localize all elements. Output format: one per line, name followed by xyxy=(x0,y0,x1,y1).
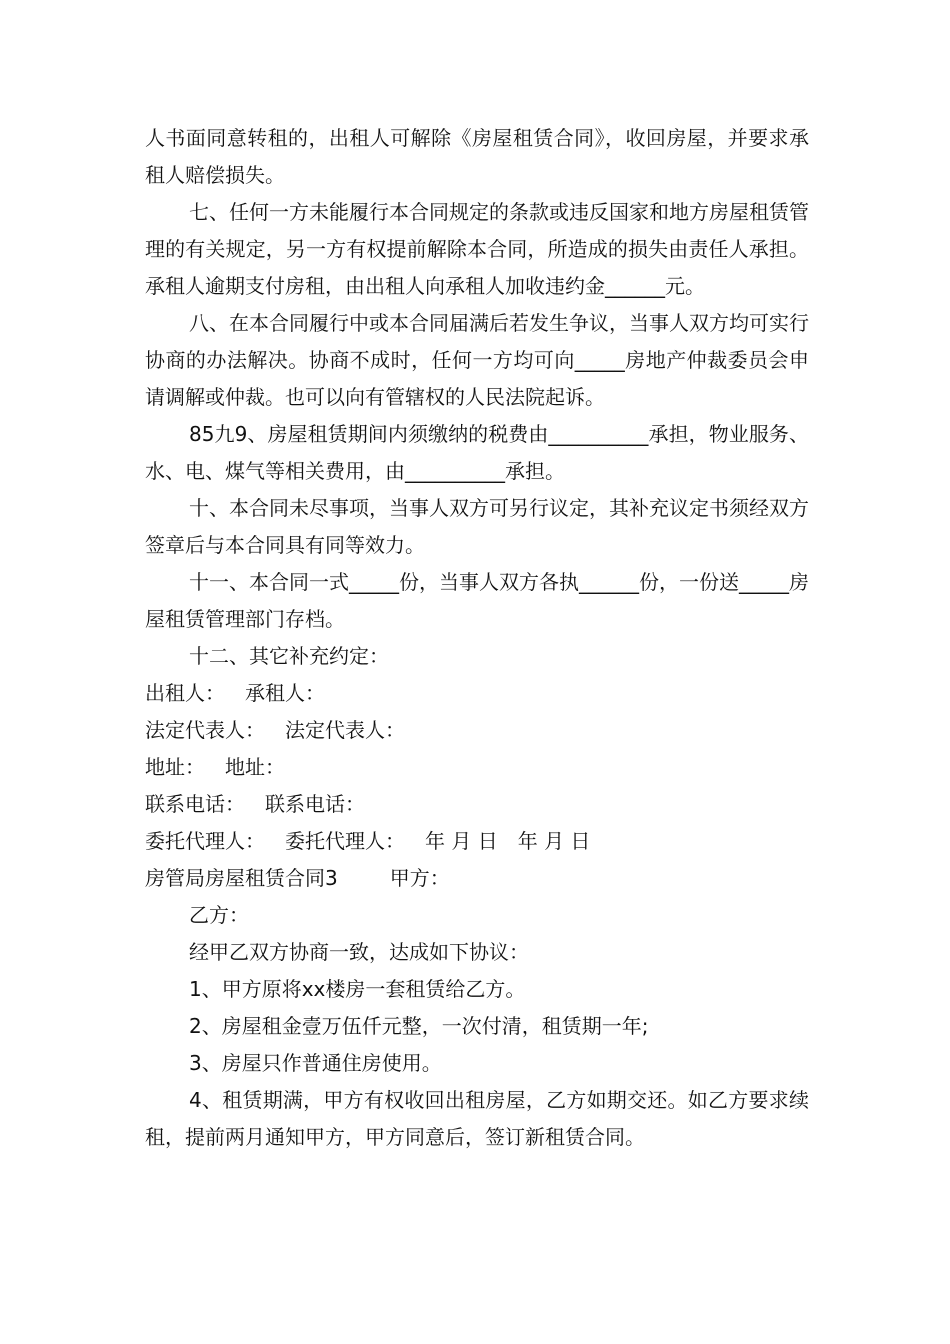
clause-11: 十一、本合同一式_____份，当事人双方各执______份，一份送_____房屋租赁管理部门存档。 xyxy=(145,570,809,631)
contract-3-clause-2: 2、房屋租金壹万伍仟元整，一次付清，租赁期一年; xyxy=(189,1014,649,1038)
clause-7: 七、任何一方未能履行本合同规定的条款或违反国家和地方房屋租赁管理的有关规定，另一方有权提前解除本合同，所造成的损失由责任人承担。承租人逾期支付房租，由出租人向承租人加收违约金______元。 xyxy=(145,200,809,298)
date-label-a: 年 月 日 xyxy=(425,829,498,853)
clause-12: 十二、其它补充约定： xyxy=(189,644,389,668)
paragraph-continuation: 人书面同意转租的，出租人可解除《房屋租赁合同》，收回房屋，并要求承租人赔偿损失。 xyxy=(145,126,809,187)
signature-agent-row xyxy=(145,823,809,860)
signature-phone-row xyxy=(145,786,809,823)
address-label-a: 地址： xyxy=(145,755,205,779)
contract-3-intro: 经甲乙双方协商一致，达成如下协议： xyxy=(189,940,529,964)
signature-parties-row xyxy=(145,675,809,712)
contract-3-clause-3: 3、房屋只作普通住房使用。 xyxy=(189,1051,442,1075)
contract-3-title: 房管局房屋租赁合同3 xyxy=(145,866,338,890)
phone-label-b: 联系电话： xyxy=(265,792,365,816)
contract-3-clause-1: 1、甲方原将xx楼房一套租赁给乙方。 xyxy=(189,977,526,1001)
legal-rep-label-a: 法定代表人： xyxy=(145,718,265,742)
document-body xyxy=(145,120,809,1156)
clause-10: 十、本合同未尽事项，当事人双方可另行议定，其补充议定书须经双方签章后与本合同具有同等效力。 xyxy=(145,496,809,557)
legal-rep-label-b: 法定代表人： xyxy=(285,718,405,742)
lessee-label: 承租人： xyxy=(245,681,325,705)
agent-label-b: 委托代理人： xyxy=(285,829,405,853)
date-label-b: 年 月 日 xyxy=(517,829,591,853)
signature-legal-rep-row xyxy=(145,712,809,749)
address-label-b: 地址： xyxy=(225,755,285,779)
clause-9: 85九9、房屋租赁期间内须缴纳的税费由__________承担，物业服务、水、电、煤气等相关费用，由__________承担。 xyxy=(145,422,809,483)
agent-label-a: 委托代理人： xyxy=(145,829,265,853)
party-b-label: 乙方： xyxy=(189,903,249,927)
signature-address-row xyxy=(145,749,809,786)
phone-label-a: 联系电话： xyxy=(145,792,245,816)
party-a-label: 甲方： xyxy=(389,866,450,890)
clause-8: 八、在本合同履行中或本合同届满后若发生争议，当事人双方均可实行协商的办法解决。协商不成时，任何一方均可向_____房地产仲裁委员会申请调解或仲裁。也可以向有管辖权的人民法院起诉。 xyxy=(145,311,809,409)
contract-3-clause-4: 4、租赁期满，甲方有权收回出租房屋，乙方如期交还。如乙方要求续租，提前两月通知甲方，甲方同意后，签订新租赁合同。 xyxy=(145,1088,809,1149)
contract-3-heading-row xyxy=(145,860,809,897)
lessor-label: 出租人： xyxy=(145,681,225,705)
